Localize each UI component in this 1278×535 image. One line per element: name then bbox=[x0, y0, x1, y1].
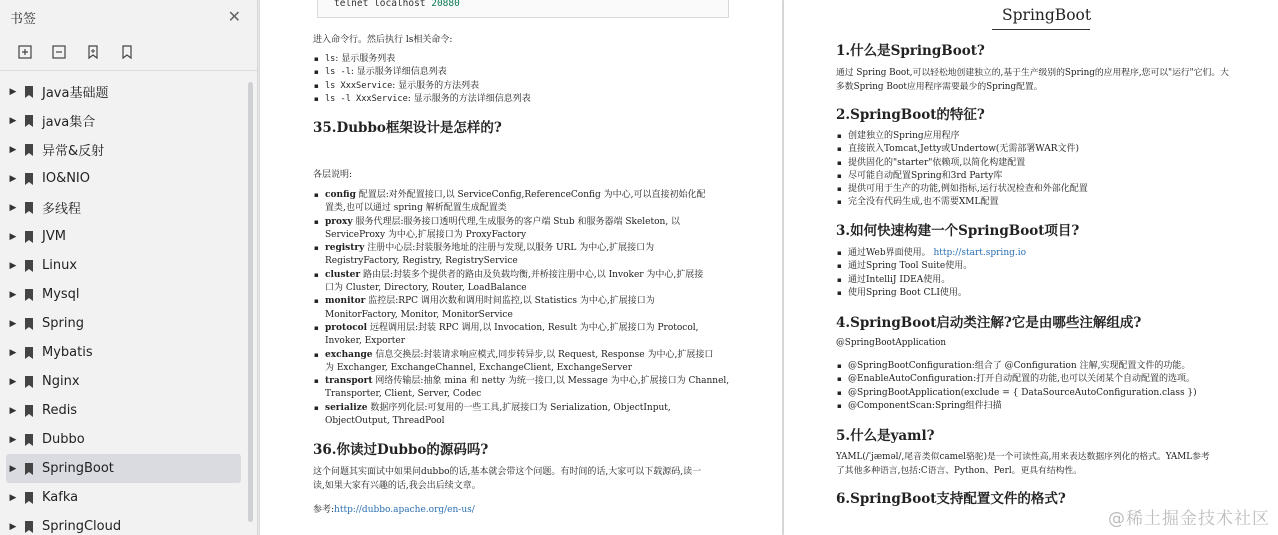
heading-35: 35.Dubbo框架设计是怎样的? bbox=[313, 120, 502, 136]
feature-item: ▪ 尽可能自动配置Spring和3rd Party库 bbox=[836, 170, 1256, 183]
ls-desc: : 显示服务列表 bbox=[335, 54, 396, 64]
build-item bbox=[836, 247, 1256, 260]
bookmark-icon bbox=[24, 202, 34, 214]
ls-item bbox=[313, 53, 531, 66]
layer-desc-2: ServiceProxy 为中心,扩展接口为 ProxyFactory bbox=[325, 229, 527, 240]
bookmark-icon bbox=[24, 289, 34, 301]
code-command: telnet localhost bbox=[334, 0, 432, 9]
ls-desc: : 显示服务的方法列表 bbox=[392, 80, 480, 91]
layer-name: serialize bbox=[325, 402, 368, 413]
layer-item bbox=[313, 402, 753, 429]
bookmark-label: IO&NIO bbox=[42, 171, 90, 186]
bookmark-icon bbox=[24, 144, 34, 156]
feature-list bbox=[836, 130, 1256, 210]
expand-arrow-icon[interactable]: ▶ bbox=[9, 289, 17, 300]
layer-desc-1: 网络传输层:抽象 mina 和 netty 为统一接口,以 Message 为中心,扩展接口为 Channel, bbox=[375, 376, 730, 387]
close-icon[interactable]: ✕ bbox=[227, 7, 241, 26]
annotation-item: ▪ @ComponentScan:Spring组件扫描 bbox=[836, 400, 1266, 413]
p1 bbox=[836, 66, 1246, 94]
bookmarks-title: 书签 bbox=[10, 11, 37, 27]
bookmark-item[interactable] bbox=[6, 193, 241, 222]
layer-desc-2: MonitorFactory, Monitor, MonitorService bbox=[325, 309, 513, 320]
bookmark-item[interactable] bbox=[6, 512, 241, 535]
expand-arrow-icon[interactable]: ▶ bbox=[9, 86, 17, 97]
expand-arrow-icon[interactable]: ▶ bbox=[9, 231, 17, 242]
expand-arrow-icon[interactable]: ▶ bbox=[9, 173, 17, 184]
bookmark-item[interactable] bbox=[6, 106, 241, 135]
expand-arrow-icon[interactable]: ▶ bbox=[9, 521, 17, 532]
bookmark-icon bbox=[24, 231, 34, 243]
bookmark-item[interactable] bbox=[6, 309, 241, 338]
annotation-item: ▪ @SpringBootConfiguration:组合了 @Configuration 注解,实现配置文件的功能。 bbox=[836, 360, 1266, 373]
document-page-left bbox=[260, 0, 782, 535]
layers-intro: 各层说明: bbox=[313, 170, 353, 180]
p1-line-2: 多数Spring Boot应用程序需要最少的Spring配置。 bbox=[836, 82, 1043, 92]
bookmark-icon bbox=[24, 521, 34, 533]
spring-initializr-link[interactable]: http://start.spring.io bbox=[933, 248, 1027, 258]
bookmark-item[interactable] bbox=[6, 135, 241, 164]
annotation-item: ▪ @SpringBootApplication(exclude = { DataSourceAutoConfiguration.class }) bbox=[836, 387, 1266, 400]
feature-item: ▪ 提供固化的"starter"依赖项,以简化构建配置 bbox=[836, 157, 1256, 170]
bookmark-item[interactable] bbox=[6, 251, 241, 280]
bookmark-item[interactable] bbox=[6, 280, 241, 309]
reference bbox=[313, 502, 475, 515]
bookmarks-panel bbox=[0, 0, 258, 535]
p5 bbox=[836, 450, 1246, 478]
bookmark-label: 多线程 bbox=[42, 202, 82, 217]
feature-item: ▪ 提供可用于生产的功能,例如指标,运行状况检查和外部化配置 bbox=[836, 183, 1256, 196]
layer-name: exchange bbox=[325, 349, 373, 360]
expand-arrow-icon[interactable]: ▶ bbox=[9, 405, 17, 416]
bookmark-item[interactable] bbox=[6, 483, 241, 512]
heading-5: 5.什么是yaml? bbox=[836, 428, 935, 444]
expand-arrow-icon[interactable]: ▶ bbox=[9, 376, 17, 387]
layer-name: transport bbox=[325, 376, 373, 387]
feature-item: ▪ 直接嵌入Tomcat,Jetty或Undertow(无需部署WAR文件) bbox=[836, 143, 1256, 156]
layer-desc-2: RegistryFactory, Registry, RegistryService bbox=[325, 256, 518, 267]
build-list bbox=[836, 247, 1256, 300]
bookmark-item[interactable] bbox=[6, 454, 241, 483]
bookmark-item[interactable] bbox=[6, 425, 241, 454]
bookmark-item[interactable] bbox=[6, 77, 241, 106]
layer-list bbox=[313, 189, 753, 428]
p36-line-1: 这个问题其实面试中如果问dubbo的话,基本就会带这个问题。有时间的话,大家可以下载源码,读一 bbox=[313, 467, 702, 477]
bookmark-icon bbox=[24, 492, 34, 504]
ls-desc: : 显示服务的方法详细信息列表 bbox=[407, 93, 531, 104]
bookmarks-header bbox=[0, 0, 257, 34]
heading-3: 3.如何快速构建一个SpringBoot项目? bbox=[836, 223, 1080, 239]
document-page-right bbox=[784, 0, 1278, 535]
code-port: 20880 bbox=[431, 0, 460, 9]
expand-arrow-icon[interactable]: ▶ bbox=[9, 463, 17, 474]
layer-desc-1: 信息交换层:封装请求响应模式,同步转异步,以 Request, Response 为中心,扩展接口 bbox=[375, 349, 714, 360]
bookmark-icon bbox=[24, 376, 34, 388]
layer-desc-1: 配置层:对外配置接口,以 ServiceConfig,ReferenceConfig 为中心,可以直接初始化配 bbox=[358, 190, 706, 200]
bookmark-icon bbox=[24, 434, 34, 446]
p5-line-1: YAML(/ˈjæməl/,尾音类似camel骆驼)是一个可读性高,用来表达数据序列化的格式。YAML参考 bbox=[836, 452, 1210, 462]
layer-name: monitor bbox=[325, 296, 366, 307]
expand-arrow-icon[interactable]: ▶ bbox=[9, 347, 17, 358]
expand-arrow-icon[interactable]: ▶ bbox=[9, 260, 17, 271]
layer-desc-2: 口为 Cluster, Directory, Router, LoadBalance bbox=[325, 283, 527, 294]
ls-code: ls bbox=[325, 54, 336, 64]
annotation-name: @SpringBootApplication bbox=[836, 338, 947, 348]
layer-desc-2: 为 Exchanger, ExchangeChannel, ExchangeClient, ExchangeServer bbox=[325, 362, 633, 373]
bookmark-icon bbox=[24, 86, 34, 98]
layer-item bbox=[313, 322, 753, 349]
bookmark-icon bbox=[24, 318, 34, 330]
heading-36: 36.你读过Dubbo的源码吗? bbox=[313, 442, 489, 458]
bookmark-label: Nginx bbox=[42, 374, 80, 389]
annotation-item: ▪ @EnableAutoConfiguration:打开自动配置的功能,也可以关闭某个自动配置的选项。 bbox=[836, 373, 1266, 386]
bookmark-icon bbox=[24, 115, 34, 127]
expand-arrow-icon[interactable]: ▶ bbox=[9, 318, 17, 329]
bookmark-label: SpringCloud bbox=[42, 519, 122, 534]
build-text: 使用Spring Boot CLI使用。 bbox=[848, 287, 967, 298]
bookmark-item[interactable] bbox=[6, 164, 241, 193]
ls-item bbox=[313, 80, 531, 93]
layer-desc-2: Invoker, Exporter bbox=[325, 336, 406, 347]
toolbar-divider bbox=[0, 70, 257, 71]
build-item bbox=[836, 287, 1256, 300]
layer-name: protocol bbox=[325, 322, 368, 333]
layer-item bbox=[313, 269, 753, 296]
layer-item bbox=[313, 375, 753, 402]
layer-desc-2: ObjectOutput, ThreadPool bbox=[325, 416, 445, 427]
layer-name: cluster bbox=[325, 269, 361, 280]
intro-text: 进入命令行。然后执行 ls相关命令: bbox=[313, 35, 453, 45]
layer-desc-1: 监控层:RPC 调用次数和调用时间监控,以 Statistics 为中心,扩展接口为 bbox=[368, 296, 655, 307]
bookmark-label: 异常&反射 bbox=[42, 144, 105, 159]
watermark: @稀土掘金技术社区 bbox=[1108, 509, 1270, 529]
p1-line-1: 通过 Spring Boot,可以轻松地创建独立的,基于生产级别的Spring的应用程序,您可以"运行"它们。大 bbox=[836, 68, 1229, 78]
build-item bbox=[836, 260, 1256, 273]
bookmark-list bbox=[0, 75, 257, 535]
bookmark-item[interactable] bbox=[6, 338, 241, 367]
layer-desc-2: Transporter, Client, Server, Codec bbox=[325, 389, 482, 400]
layer-item bbox=[313, 295, 753, 322]
layer-item bbox=[313, 349, 753, 376]
ls-code: ls -l XxxService bbox=[325, 93, 408, 104]
heading-2: 2.SpringBoot的特征? bbox=[836, 107, 985, 123]
feature-item: ▪ 创建独立的Spring应用程序 bbox=[836, 130, 1256, 143]
dubbo-docs-link[interactable]: http://dubbo.apache.org/en-us/ bbox=[334, 505, 475, 515]
layer-name: registry bbox=[325, 243, 365, 254]
layer-desc-1: 数据序列化层:可复用的一些工具,扩展接口为 Serialization, ObjectInput, bbox=[370, 402, 671, 413]
bookmark-label: Spring bbox=[42, 316, 84, 331]
bookmark-item[interactable] bbox=[6, 396, 241, 425]
feature-item: ▪ 完全没有代码生成,也不需要XML配置 bbox=[836, 196, 1256, 209]
bookmark-label: Redis bbox=[42, 403, 78, 418]
build-text: 通过Web界面使用。 bbox=[848, 248, 931, 258]
title-underline bbox=[992, 29, 1090, 30]
layer-item bbox=[313, 189, 753, 216]
heading-1: 1.什么是SpringBoot? bbox=[836, 43, 985, 59]
bookmark-outline-icon[interactable] bbox=[118, 43, 136, 61]
bookmark-icon bbox=[24, 173, 34, 185]
bookmark-icon bbox=[24, 347, 34, 359]
code-block bbox=[317, 0, 729, 18]
layer-name: config bbox=[325, 190, 356, 200]
bookmark-label: Linux bbox=[42, 258, 78, 273]
layer-item bbox=[313, 242, 753, 269]
bookmark-label: Mybatis bbox=[42, 345, 93, 360]
expand-all-icon[interactable] bbox=[16, 43, 34, 61]
layer-desc-1: 注册中心层:封装服务地址的注册与发现,以服务 URL 为中心,扩展接口为 bbox=[367, 243, 655, 254]
layer-desc-2: 置类,也可以通过 spring 解析配置生成配置类 bbox=[325, 203, 507, 214]
bookmark-label: JVM bbox=[42, 229, 66, 244]
layer-item bbox=[313, 216, 753, 243]
heading-6: 6.SpringBoot支持配置文件的格式? bbox=[836, 491, 1066, 507]
ls-code: ls -l bbox=[325, 67, 351, 78]
heading-4: 4.SpringBoot启动类注解?它是由哪些注解组成? bbox=[836, 315, 1142, 331]
build-text: 通过IntelliJ IDEA使用。 bbox=[848, 274, 951, 285]
bookmark-icon bbox=[24, 463, 34, 475]
ls-item bbox=[313, 66, 531, 79]
bookmark-item[interactable] bbox=[6, 222, 241, 251]
collapse-all-icon[interactable] bbox=[50, 43, 68, 61]
layer-desc-1: 服务代理层:服务接口透明代理,生成服务的客户端 Stub 和服务器端 Skeleton, 以 bbox=[355, 216, 681, 227]
ls-command-list bbox=[313, 53, 531, 106]
page-title: SpringBoot bbox=[1002, 6, 1092, 24]
expand-arrow-icon[interactable]: ▶ bbox=[9, 492, 17, 503]
p36 bbox=[313, 465, 701, 493]
bookmark-label: java集合 bbox=[42, 115, 96, 130]
add-bookmark-icon[interactable] bbox=[84, 43, 102, 61]
bookmark-label: Mysql bbox=[42, 287, 80, 302]
reference-label: 参考: bbox=[313, 505, 335, 515]
bookmark-icon bbox=[24, 405, 34, 417]
bookmarks-toolbar bbox=[0, 34, 257, 70]
expand-arrow-icon[interactable]: ▶ bbox=[9, 144, 17, 155]
ls-item bbox=[313, 93, 531, 106]
bookmark-label: Java基础题 bbox=[42, 86, 109, 101]
bookmark-item[interactable] bbox=[6, 367, 241, 396]
bookmark-label: Dubbo bbox=[42, 432, 85, 447]
bookmark-label: SpringBoot bbox=[42, 461, 114, 476]
build-item bbox=[836, 274, 1256, 287]
layer-desc-1: 路由层:封装多个提供者的路由及负载均衡,并桥接注册中心,以 Invoker 为中心,扩展接 bbox=[363, 269, 704, 280]
expand-arrow-icon[interactable]: ▶ bbox=[9, 115, 17, 126]
bookmark-label: Kafka bbox=[42, 490, 79, 505]
ls-code: ls XxxService bbox=[325, 80, 393, 91]
expand-arrow-icon[interactable]: ▶ bbox=[9, 202, 17, 213]
bookmarks-scrollbar[interactable] bbox=[248, 82, 253, 522]
layer-name: proxy bbox=[325, 216, 353, 227]
p36-line-2: 读,如果大家有兴趣的话,我会出后续文章。 bbox=[313, 481, 481, 491]
annotation-list bbox=[836, 360, 1266, 413]
layer-desc-1: 远程调用层:封装 RPC 调用,以 Invocation, Result 为中心,扩展接口为 Protocol, bbox=[369, 322, 699, 333]
expand-arrow-icon[interactable]: ▶ bbox=[9, 434, 17, 445]
bookmark-icon bbox=[24, 260, 34, 272]
build-text: 通过Spring Tool Suite使用。 bbox=[848, 261, 973, 272]
p5-line-2: 了其他多种语言,包括:C语言、Python、Perl。更具有结构性。 bbox=[836, 466, 1083, 476]
ls-desc: : 显示服务详细信息列表 bbox=[350, 67, 447, 78]
